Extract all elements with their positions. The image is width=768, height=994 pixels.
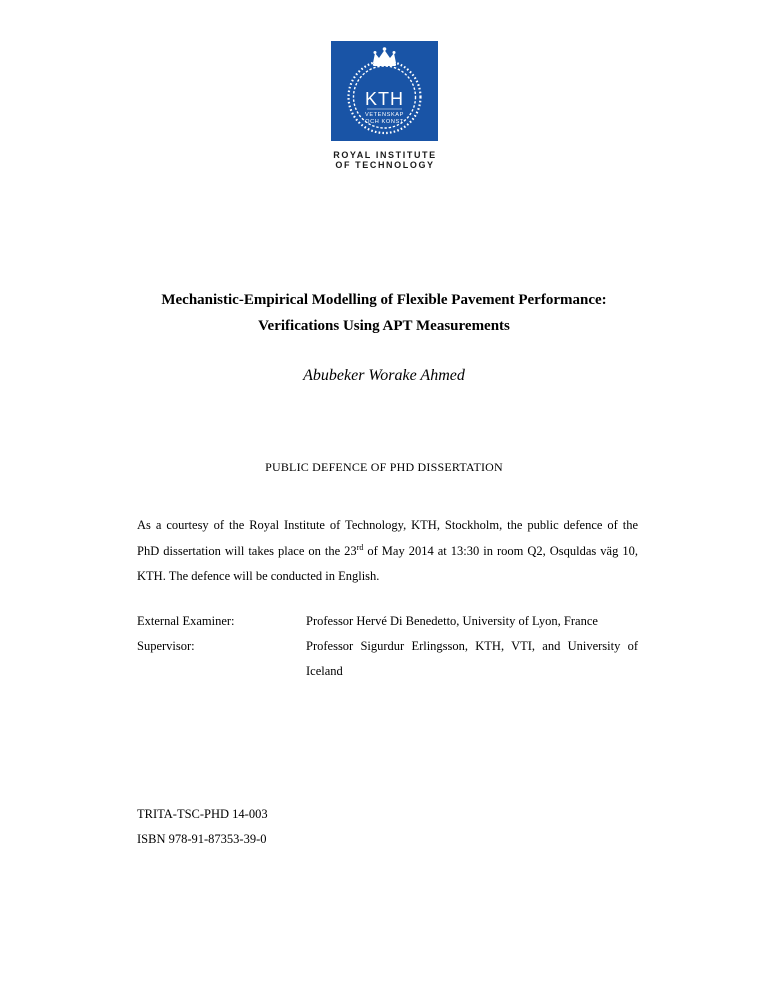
- supervisor-value-line-1: Professor Sigurdur Erlingsson, KTH, VTI, and University of: [306, 639, 638, 653]
- defence-heading: PUBLIC DEFENCE OF PHD DISSERTATION: [265, 460, 503, 474]
- paragraph-line-3: KTH. The defence will be conducted in English.: [137, 569, 380, 583]
- kth-seal-emblem: [331, 41, 438, 141]
- author-name: Abubeker Worake Ahmed: [303, 367, 465, 384]
- institute-name-line-1: ROYAL INSTITUTE: [333, 150, 437, 160]
- supervisor-value-line-2: Iceland: [306, 664, 343, 678]
- paragraph-line-2-start: PhD dissertation will takes place on the 23: [137, 544, 357, 559]
- paragraph-line-2-end: of May 2014 at 13:30 in room Q2, Osquldas väg 10,: [363, 544, 638, 559]
- kth-wordmark: KTH: [365, 89, 404, 109]
- examiner-label: External Examiner:: [137, 614, 235, 628]
- dissertation-title-line-1: Mechanistic-Empirical Modelling of Flexible Pavement Performance:: [161, 292, 607, 308]
- paragraph-line-1: As a courtesy of the Royal Institute of Technology, KTH, Stockholm, the public defence of the: [137, 518, 638, 532]
- examiner-value: Professor Hervé Di Benedetto, University of Lyon, France: [306, 614, 598, 628]
- motto-line-1: VETENSKAP: [365, 112, 404, 118]
- report-number: TRITA-TSC-PHD 14-003: [137, 807, 268, 821]
- motto-line-2: OCH KONST: [365, 119, 404, 125]
- crown-icon: [373, 47, 396, 66]
- ordinal-suffix: rd: [356, 543, 364, 552]
- dissertation-title-line-2: Verifications Using APT Measurements: [258, 318, 510, 334]
- supervisor-label: Supervisor:: [137, 639, 195, 653]
- paragraph-line-2: [137, 543, 638, 559]
- institute-name-line-2: OF TECHNOLOGY: [335, 160, 435, 170]
- kth-logo: [331, 41, 438, 141]
- isbn: ISBN 978-91-87353-39-0: [137, 832, 267, 846]
